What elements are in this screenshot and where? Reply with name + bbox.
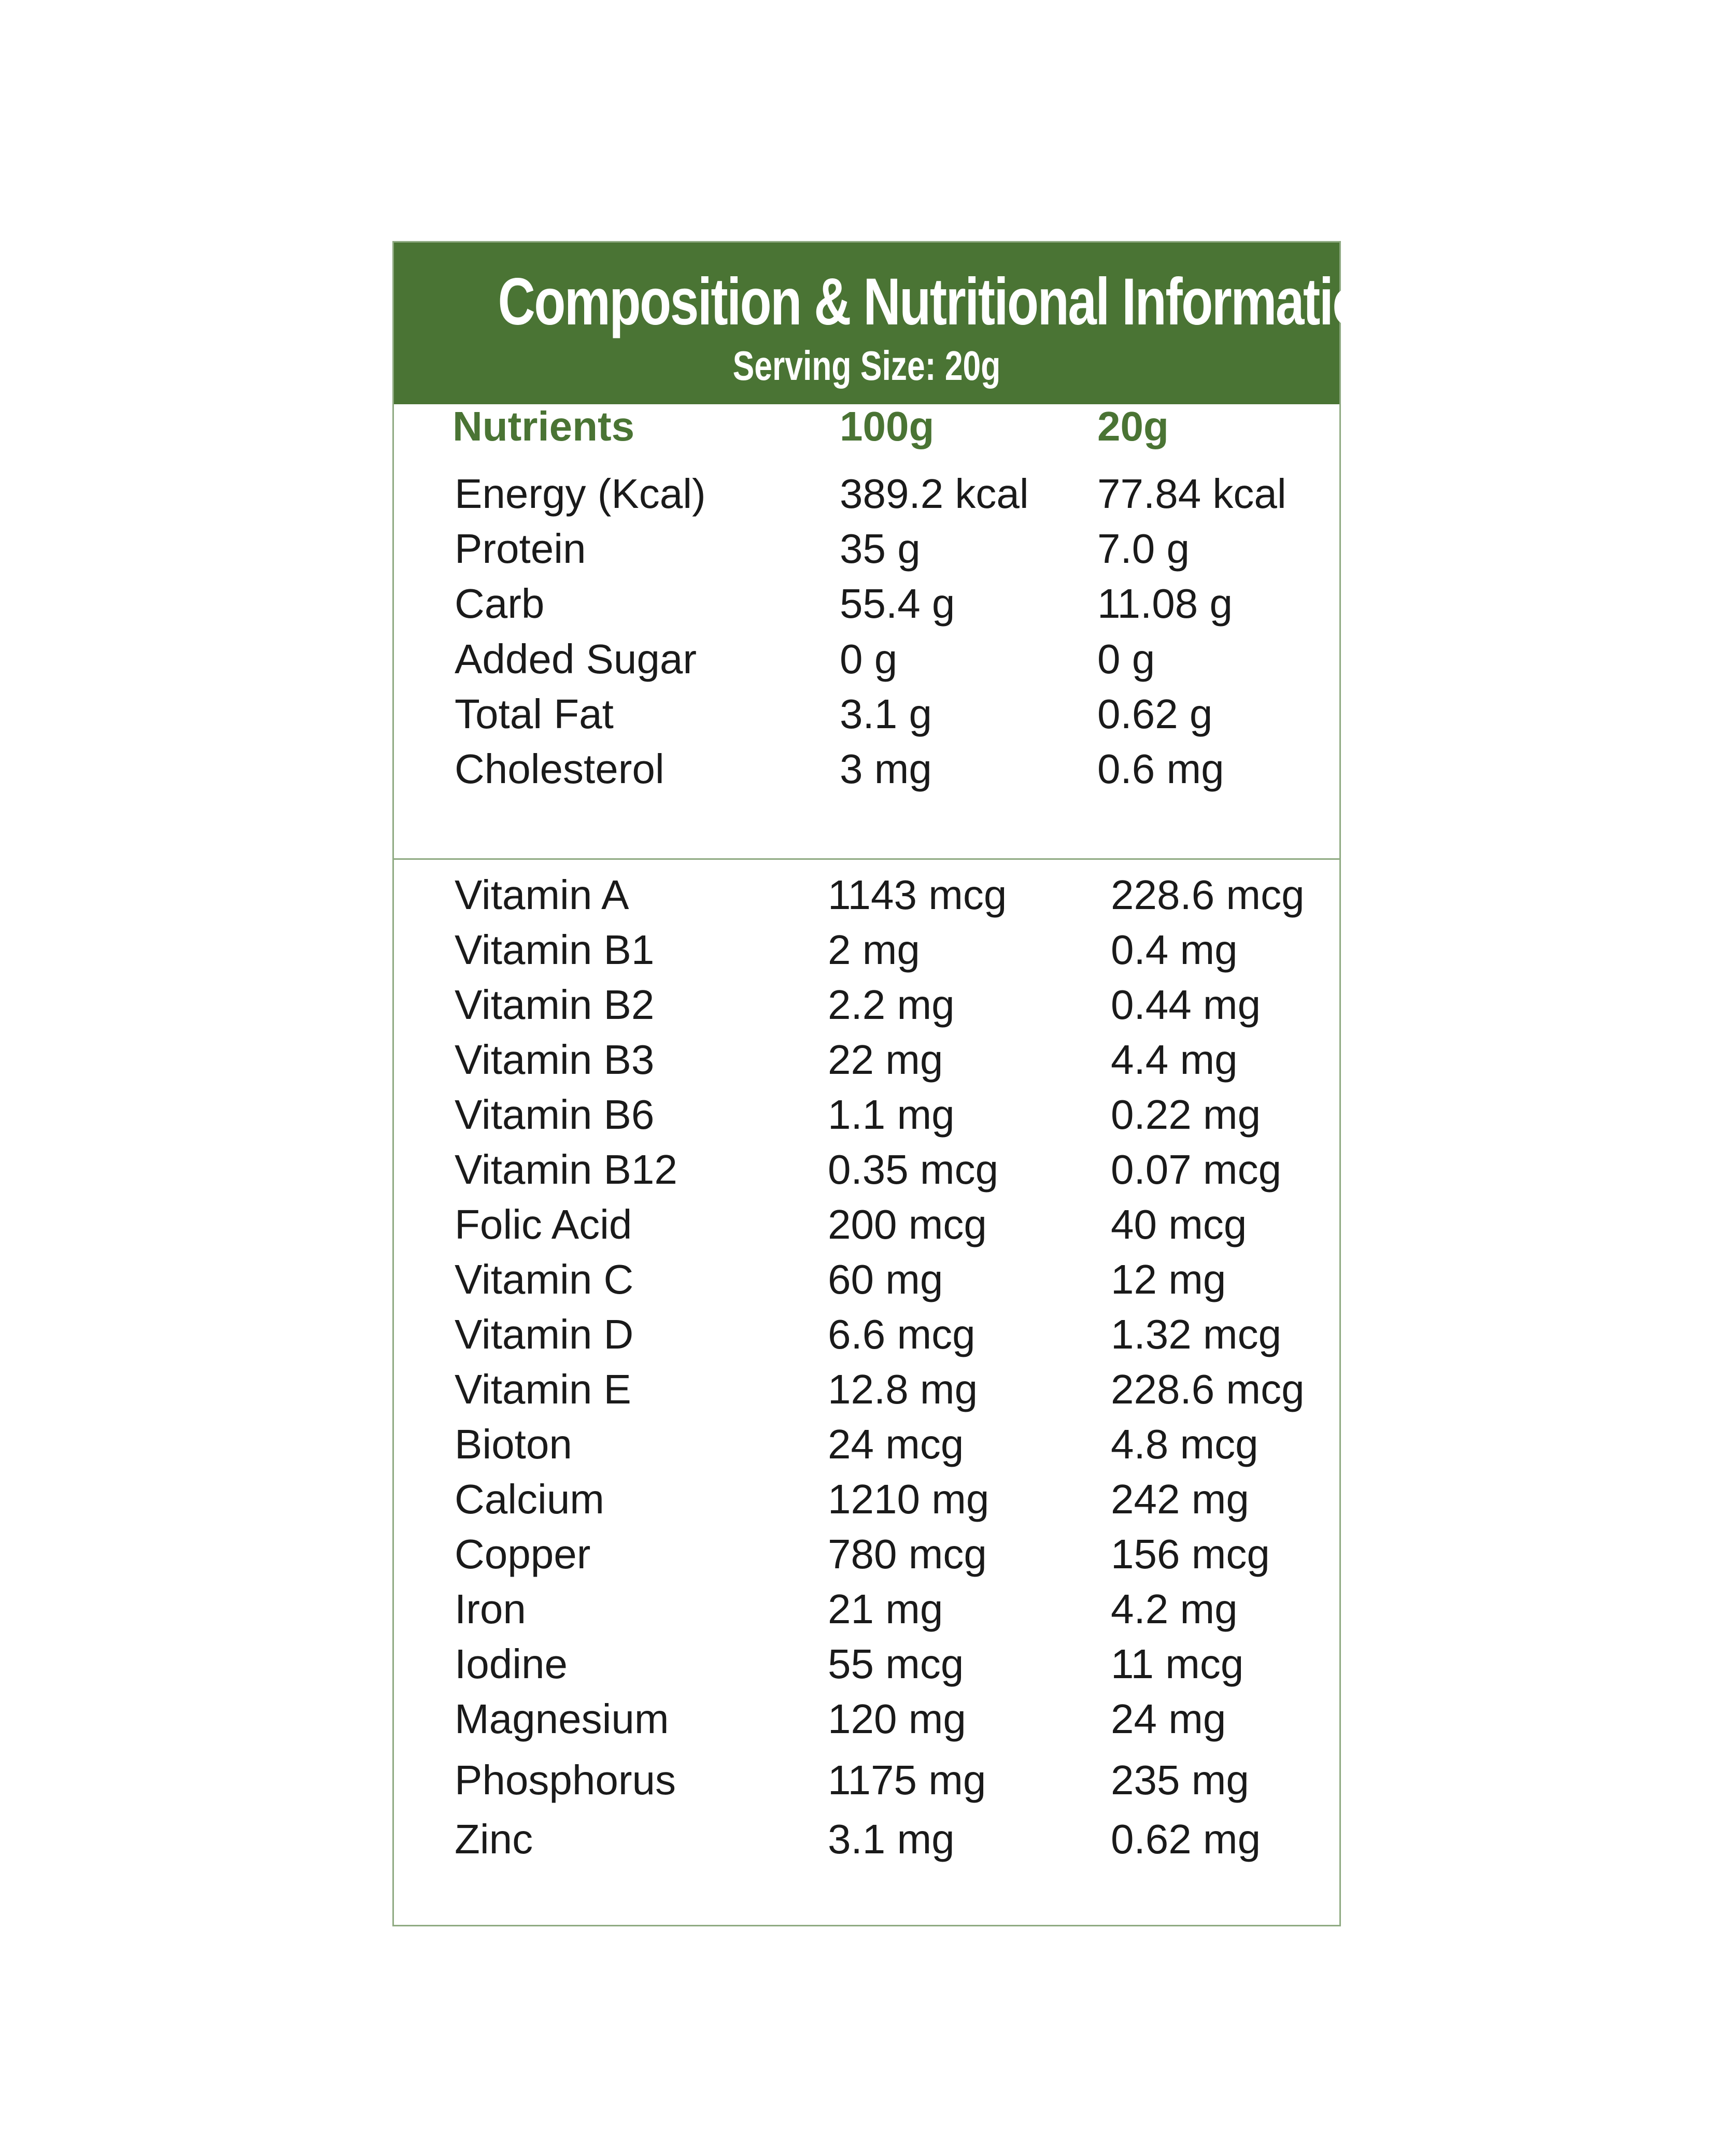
nutrient-name: Zinc <box>455 1816 533 1862</box>
nutrient-name: Iron <box>455 1586 526 1632</box>
nutrient-name: Vitamin B6 <box>455 1091 655 1138</box>
nutrient-name: Vitamin D <box>455 1311 634 1357</box>
value-100g: 6.6 mcg <box>828 1311 975 1357</box>
nutrient-name: Vitamin E <box>455 1366 631 1412</box>
nutrient-name: Carb <box>455 580 545 627</box>
page-title: Composition & Nutritional Information <box>498 265 1393 339</box>
value-100g: 120 mg <box>828 1696 966 1742</box>
nutrient-name: Vitamin B1 <box>455 927 655 973</box>
value-20g: 0.4 mg <box>1111 927 1238 973</box>
value-100g: 60 mg <box>828 1256 943 1302</box>
column-header-100g: 100g <box>840 403 935 449</box>
value-100g: 780 mcg <box>828 1531 987 1577</box>
value-20g: 0.6 mg <box>1097 746 1224 792</box>
nutrient-name: Magnesium <box>455 1696 669 1742</box>
value-100g: 3.1 mg <box>828 1816 955 1862</box>
value-100g: 3 mg <box>840 746 932 792</box>
nutrient-name: Added Sugar <box>455 636 697 682</box>
value-100g: 2 mg <box>828 927 920 973</box>
nutrient-name: Iodine <box>455 1641 568 1687</box>
nutrient-name: Cholesterol <box>455 746 664 792</box>
value-100g: 389.2 kcal <box>840 471 1029 517</box>
value-100g: 200 mcg <box>828 1201 987 1247</box>
value-20g: 235 mg <box>1111 1757 1249 1803</box>
value-20g: 4.8 mcg <box>1111 1421 1259 1467</box>
nutrient-name: Bioton <box>455 1421 572 1467</box>
value-20g: 1.32 mcg <box>1111 1311 1282 1357</box>
value-20g: 11 mcg <box>1111 1641 1244 1687</box>
value-20g: 11.08 g <box>1097 580 1233 627</box>
value-100g: 12.8 mg <box>828 1366 978 1412</box>
value-100g: 35 g <box>840 526 921 572</box>
value-100g: 1210 mg <box>828 1476 989 1522</box>
value-20g: 40 mcg <box>1111 1201 1247 1247</box>
value-20g: 0.62 g <box>1097 691 1213 737</box>
value-20g: 7.0 g <box>1097 526 1190 572</box>
nutrient-name: Vitamin B2 <box>455 982 655 1028</box>
value-20g: 4.4 mg <box>1111 1037 1238 1083</box>
value-20g: 156 mcg <box>1111 1531 1270 1577</box>
serving-size: Serving Size: 20g <box>732 343 1001 389</box>
value-100g: 22 mg <box>828 1037 943 1083</box>
value-20g: 228.6 mcg <box>1111 1366 1305 1412</box>
value-100g: 2.2 mg <box>828 982 955 1028</box>
value-100g: 0 g <box>840 636 898 682</box>
value-100g: 1175 mg <box>828 1757 986 1803</box>
value-20g: 0.44 mg <box>1111 982 1261 1028</box>
value-100g: 24 mcg <box>828 1421 964 1467</box>
value-20g: 12 mg <box>1111 1256 1226 1302</box>
value-100g: 1143 mcg <box>828 872 1007 918</box>
nutrient-name: Energy (Kcal) <box>455 471 706 517</box>
nutrient-name: Folic Acid <box>455 1201 632 1247</box>
nutrient-name: Vitamin C <box>455 1256 634 1302</box>
nutrient-name: Vitamin B3 <box>455 1037 655 1083</box>
value-100g: 55 mcg <box>828 1641 964 1687</box>
value-20g: 24 mg <box>1111 1696 1226 1742</box>
nutrient-name: Phosphorus <box>455 1757 676 1803</box>
column-header-20g: 20g <box>1097 403 1169 449</box>
value-20g: 242 mg <box>1111 1476 1249 1522</box>
nutrient-name: Copper <box>455 1531 591 1577</box>
column-header-nutrients: Nutrients <box>453 403 635 449</box>
section-divider <box>394 858 1339 860</box>
nutrient-name: Calcium <box>455 1476 604 1522</box>
value-20g: 0.22 mg <box>1111 1091 1261 1138</box>
panel-header <box>394 243 1393 404</box>
value-100g: 1.1 mg <box>828 1091 955 1138</box>
nutrient-name: Vitamin B12 <box>455 1146 677 1193</box>
value-20g: 77.84 kcal <box>1097 471 1286 517</box>
value-20g: 228.6 mcg <box>1111 872 1305 918</box>
value-20g: 0.07 mcg <box>1111 1146 1282 1193</box>
value-20g: 0.62 mg <box>1111 1816 1261 1862</box>
value-20g: 4.2 mg <box>1111 1586 1238 1632</box>
value-100g: 0.35 mcg <box>828 1146 999 1193</box>
nutrient-name: Protein <box>455 526 586 572</box>
nutrient-name: Vitamin A <box>455 872 629 918</box>
value-100g: 21 mg <box>828 1586 943 1632</box>
nutrient-name: Total Fat <box>455 691 614 737</box>
value-20g: 0 g <box>1097 636 1155 682</box>
value-100g: 55.4 g <box>840 580 955 627</box>
nutrition-panel <box>392 241 1393 1926</box>
value-100g: 3.1 g <box>840 691 932 737</box>
